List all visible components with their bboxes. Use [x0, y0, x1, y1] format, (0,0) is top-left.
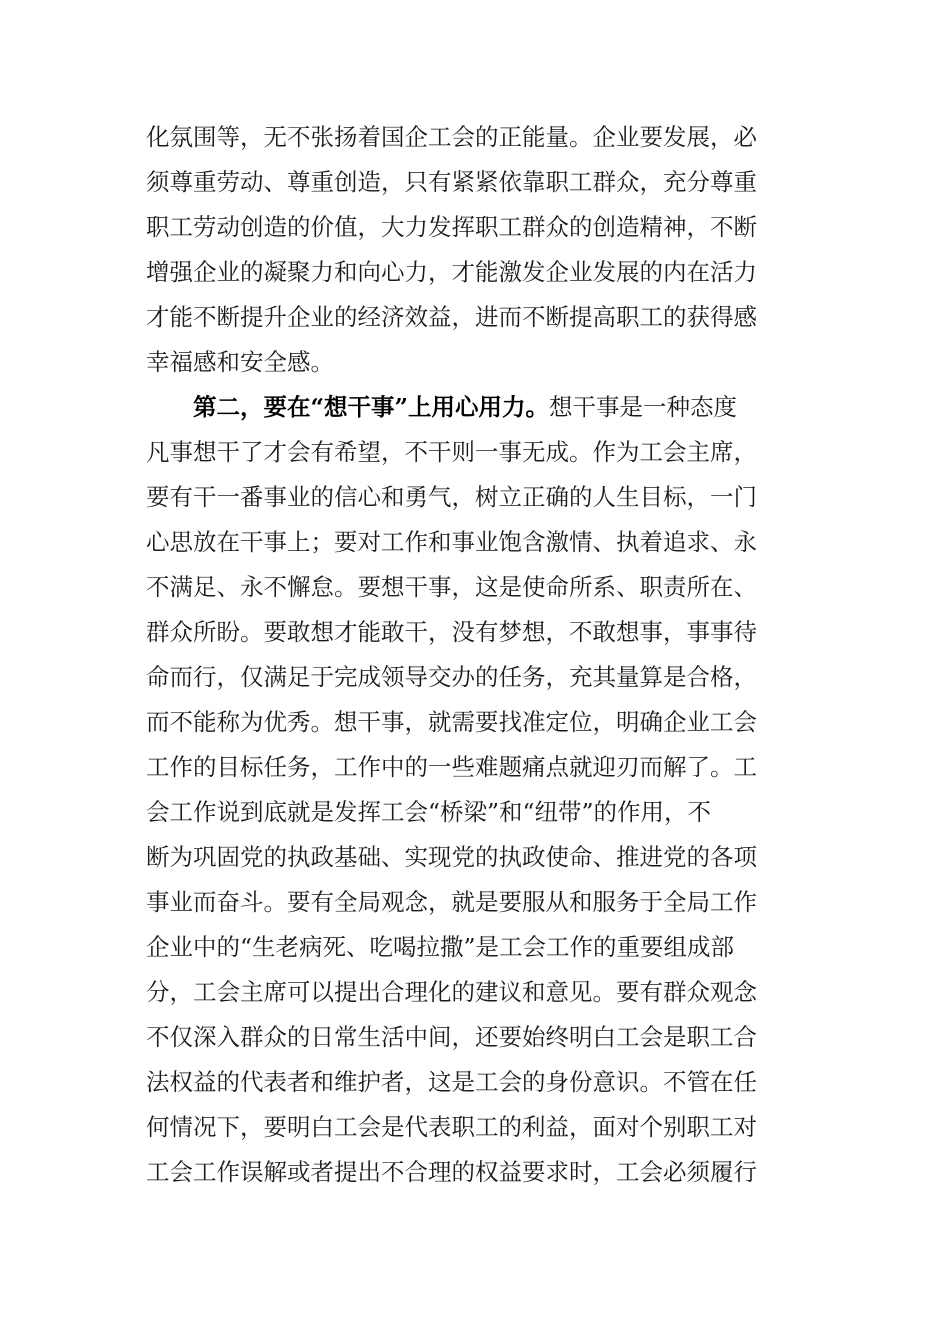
paragraph-1-line-3: 职工劳动创造的价值，大力发挥职工群众的创造精神，不断 [146, 213, 757, 241]
paragraph-2-line-7: 命而行，仅满足于完成领导交办的任务，充其量算是合格， [146, 663, 757, 691]
paragraph-2-line-1 [193, 390, 737, 424]
paragraph-2-line-12: 事业而奋斗。要有全局观念，就是要服从和服务于全局工作 [146, 888, 757, 916]
paragraph-1-line-2: 须尊重劳动、尊重创造，只有紧紧依靠职工群众，充分尊重 [146, 168, 757, 196]
paragraph-2-line-6: 群众所盼。要敢想才能敢干，没有梦想，不敢想事，事事待 [146, 618, 757, 646]
paragraph-2-line-9: 工作的目标任务，工作中的一些难题痛点就迎刃而解了。工 [146, 753, 757, 781]
paragraph-2-line-17: 何情况下，要明白工会是代表职工的利益，面对个别职工对 [146, 1113, 757, 1141]
paragraph-2-line-10: 会工作说到底就是发挥工会“桥梁”和“纽带”的作用，不 [146, 798, 712, 826]
paragraph-2-line-14: 分，工会主席可以提出合理化的建议和意见。要有群众观念 [146, 978, 757, 1006]
paragraph-2-line-3: 要有干一番事业的信心和勇气，树立正确的人生目标，一门 [146, 483, 757, 511]
paragraph-2-line-11: 断为巩固党的执政基础、实现党的执政使命、推进党的各项 [146, 843, 757, 871]
section-heading: 第二，要在“想干事”上用心用力。 [193, 393, 550, 421]
paragraph-1-line-5: 才能不断提升企业的经济效益，进而不断提高职工的获得感 [146, 303, 757, 331]
paragraph-1-line-4: 增强企业的凝聚力和向心力，才能激发企业发展的内在活力 [146, 258, 757, 286]
section-heading-continuation: 想干事是一种态度 [549, 393, 738, 421]
paragraph-1-line-6: 幸福感和安全感。 [146, 348, 334, 376]
paragraph-1-line-1: 化氛围等，无不张扬着国企工会的正能量。企业要发展，必 [146, 123, 757, 151]
paragraph-2-line-5: 不满足、永不懈怠。要想干事，这是使命所系、职责所在、 [146, 573, 757, 601]
paragraph-2-line-13: 企业中的“生老病死、吃喝拉撒”是工会工作的重要组成部 [146, 933, 735, 961]
paragraph-2-line-2: 凡事想干了才会有希望，不干则一事无成。作为工会主席， [146, 438, 757, 466]
paragraph-2-line-18: 工会工作误解或者提出不合理的权益要求时，工会必须履行 [146, 1158, 757, 1186]
paragraph-2-line-4: 心思放在干事上；要对工作和事业饱含激情、执着追求、永 [146, 528, 757, 556]
paragraph-2-line-15: 不仅深入群众的日常生活中间，还要始终明白工会是职工合 [146, 1023, 757, 1051]
paragraph-2-line-8: 而不能称为优秀。想干事，就需要找准定位，明确企业工会 [146, 708, 757, 736]
paragraph-2-line-16: 法权益的代表者和维护者，这是工会的身份意识。不管在任 [146, 1068, 757, 1096]
